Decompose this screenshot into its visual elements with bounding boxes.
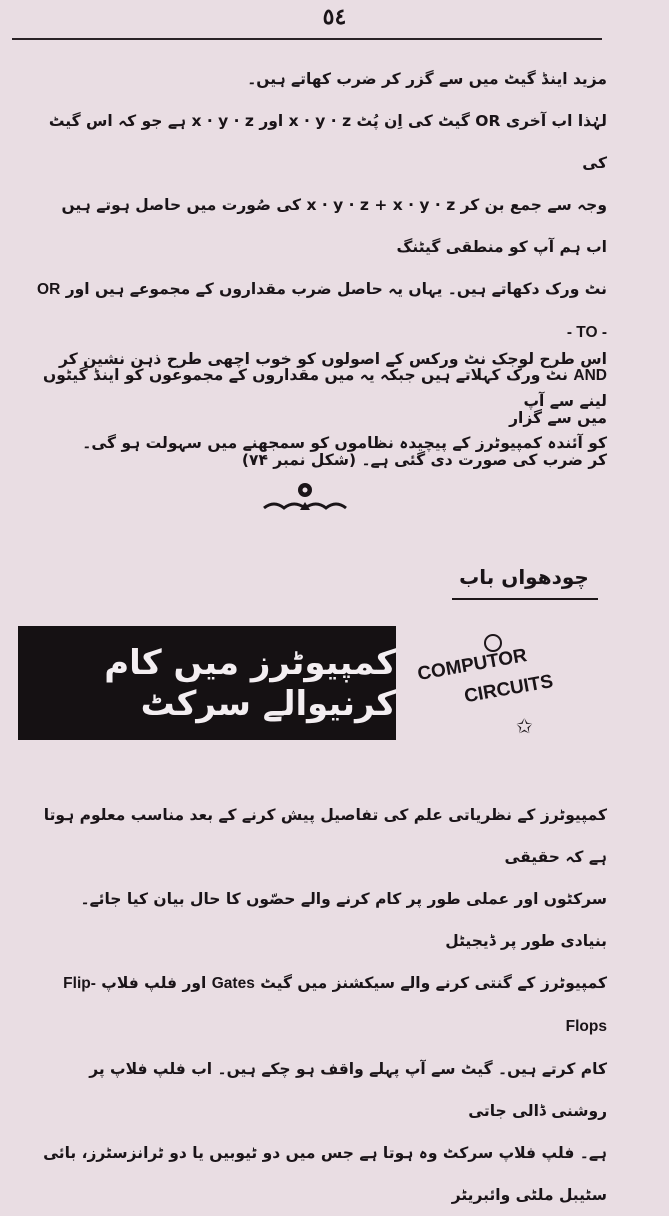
english-term: Gates <box>211 975 255 992</box>
text-line: مزید اینڈ گیٹ میں سے گزر کر ضرب کھاتے ہیں۔ <box>247 70 607 88</box>
text-line: کو آئندہ کمپیوٹرز کے پیچیدہ نظاموں کو سمجھنے میں سہولت ہو گی۔ <box>82 434 607 452</box>
page-number: ٥٤ <box>322 4 347 30</box>
english-term: OR - TO - <box>37 281 607 341</box>
title-english-line1: COMPUTOR <box>416 645 529 686</box>
text-span: نٹ ورک کہلاتے ہیں جبکہ یہ میں مقداروں کے مجموعوں کو اینڈ گیٹوں میں سے گزار <box>43 366 607 427</box>
english-term: Flip-Flops <box>63 975 607 1035</box>
section-divider-ornament-icon <box>262 478 348 518</box>
text-line: اس طرح لوجک نٹ ورکس کے اصولوں کو خوب اچھی طرح ذہن نشین کر لینے سے آپ <box>59 350 607 410</box>
text-line: لہٰذا اب آخری OR گیٹ کی اِن پُٹ x · y · z اور x · y · z ہے جو کہ اس گیٹ کی <box>48 112 607 172</box>
text-line <box>37 962 607 1048</box>
chapter-title-english <box>415 633 584 728</box>
text-span: نٹ ورک دکھاتے ہیں۔ یہاں یہ حاصل ضرب مقداروں کے مجموعے ہیں اور <box>65 280 607 298</box>
text-line: ہے۔ فلپ فلاپ سرکٹ وہ ہوتا ہے جس میں دو ٹیوبیں یا دو ٹرانزسٹرز، بائی سٹیبل ملٹی وائبریٹر <box>43 1144 607 1204</box>
star-icon: ✩ <box>516 714 533 738</box>
text-line: کر ضرب کی صورت دی گئی ہے۔ (شکل نمبر ۷۴) <box>241 451 607 469</box>
text-span: کمپیوٹرز کے گنتی کرنے والے سیکشنز میں گیٹ <box>260 974 607 992</box>
chapter-underline <box>452 598 598 600</box>
text-line: کام کرتے ہیں۔ گیٹ سے آپ پہلے واقف ہو چکے ہیں۔ اب فلپ فلاپ پر روشنی ڈالی جاتی <box>89 1060 607 1120</box>
text-line: کمپیوٹرز کے نظریاتی علم کی تفاصیل پیش کرنے کے بعد مناسب معلوم ہوتا ہے کہ حقیقی <box>43 806 607 866</box>
text-line: وجہ سے جمع بن کر x · y · z + x · y · z کی صُورت میں حاصل ہوتے ہیں اب ہم آپ کو منطقی گیٹنگ <box>61 196 607 256</box>
chapter-heading: چودھواں باب <box>459 565 589 589</box>
title-english-line2: CIRCUITS <box>462 670 555 708</box>
paragraph-computer-circuits <box>37 794 607 1204</box>
header-rule <box>12 38 602 40</box>
text-line: سرکٹوں اور عملی طور پر کام کرنے والے حصّوں کا حال بیان کیا جائے۔ بنیادی طور پر ڈیجیٹل <box>80 890 607 950</box>
text-span: اور فلپ فلاپ <box>101 974 207 992</box>
paragraph-conclusion <box>37 338 607 452</box>
english-term: AND <box>573 367 607 384</box>
chapter-title-urdu: کمپیوٹرز میں کام کرنیوالے سرکٹ <box>18 626 396 740</box>
